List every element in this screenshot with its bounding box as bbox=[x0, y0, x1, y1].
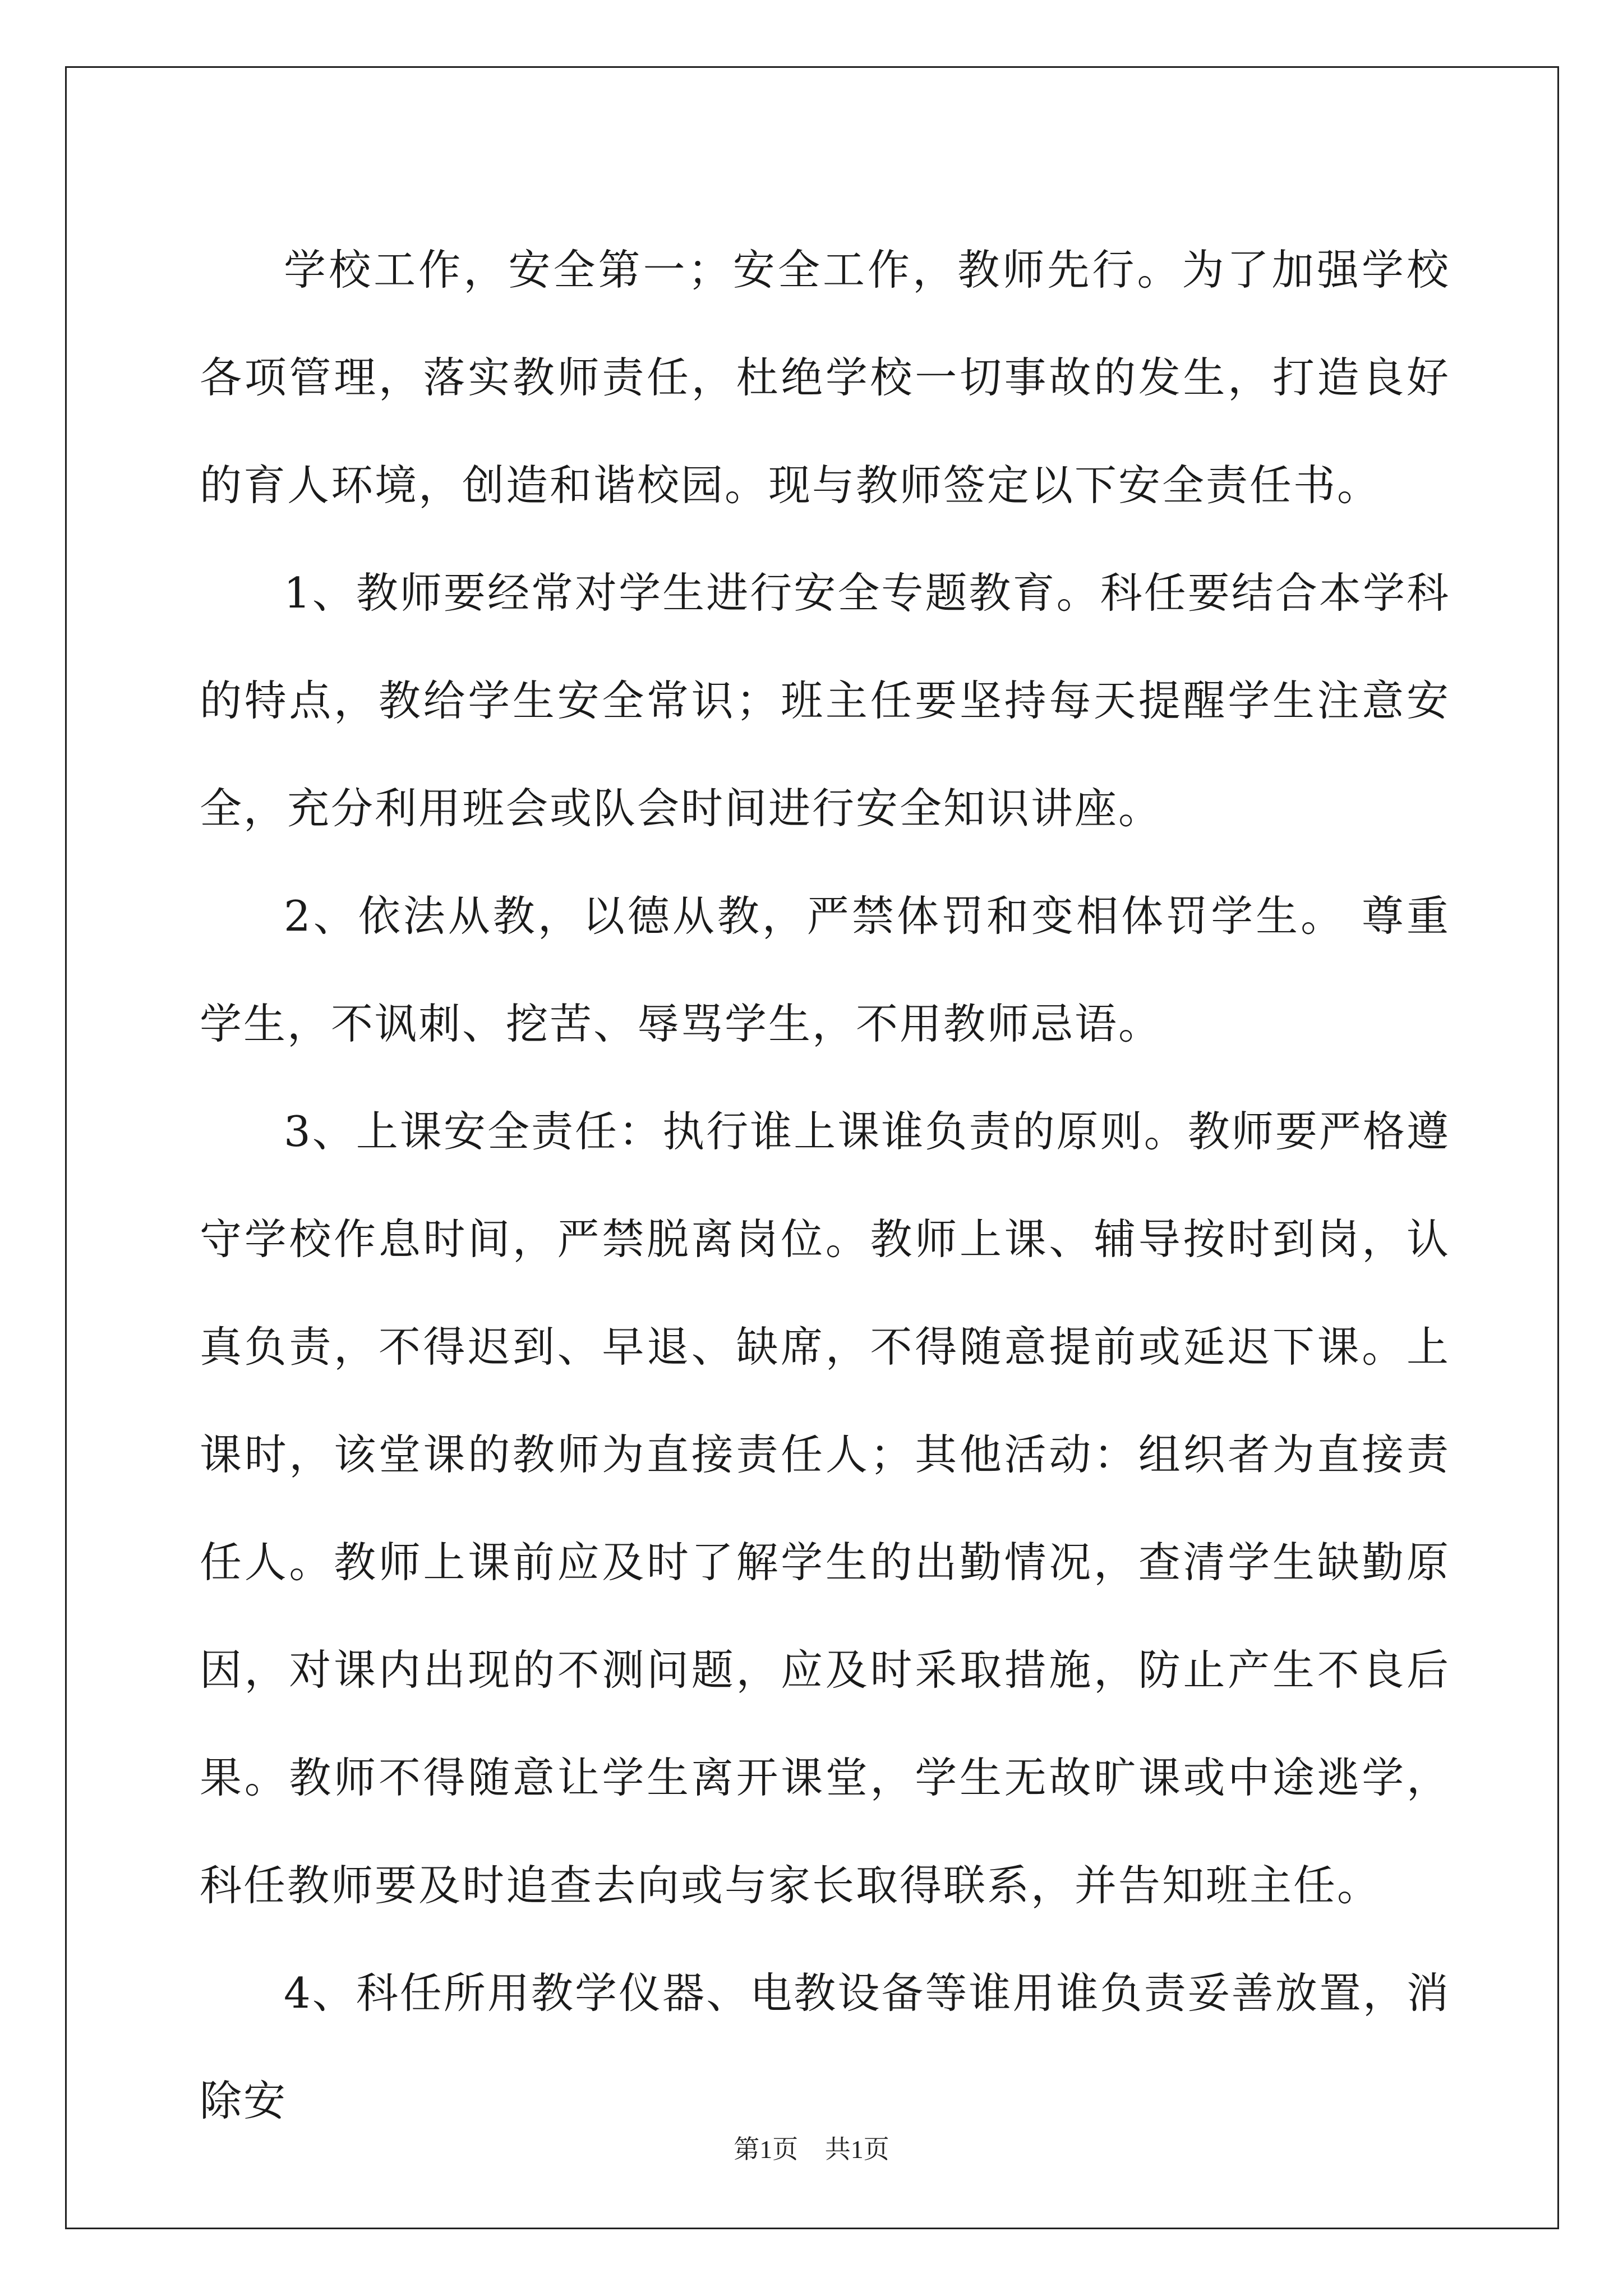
document-body bbox=[200, 216, 1450, 2155]
paragraph-item-4: 4、科任所用教学仪器、电教设备等谁用谁负责妥善放置，消除安 bbox=[200, 1968, 1450, 2125]
paragraph-item-1: 1、教师要经常对学生进行安全专题教育。科任要结合本学科的特点，教给学生安全常识；班主任要坚持每天提醒学生注意安全，充分利用班会或队会时间进行安全知识讲座。 bbox=[200, 568, 1450, 833]
paragraph-item-2: 2、依法从教，以德从教，严禁体罚和变相体罚学生。 尊重学生，不讽刺、挖苦、辱骂学生，不用教师忌语。 bbox=[200, 891, 1450, 1048]
paragraph-item-3: 3、上课安全责任：执行谁上课谁负责的原则。教师要严格遵守学校作息时间，严禁脱离岗位。教师上课、辅导按时到岗，认真负责，不得迟到、早退、缺席，不得随意提前或延迟下课。上课时，该堂课的教师为直接责任人；其他活动：组织者为直接责任人。教师上课前应及时了解学生的出勤情况，查清学生缺勤原因，对课内出现的不测问题，应及时采取措施，防止产生不良后果。教师不得随意让学生离开课堂，学生无故旷课或中途逃学，科任教师要及时追查去向或与家长取得联系，并告知班主任。 bbox=[200, 1107, 1450, 1910]
page-number: 第1页 bbox=[734, 2135, 799, 2164]
page-total: 共1页 bbox=[824, 2135, 889, 2164]
paragraph-intro: 学校工作，安全第一；安全工作，教师先行。为了加强学校各项管理，落实教师责任，杜绝学校一切事故的发生，打造良好的育人环境，创造和谐校园。现与教师签定以下安全责任书。 bbox=[200, 245, 1450, 510]
page-footer bbox=[0, 2129, 1623, 2166]
